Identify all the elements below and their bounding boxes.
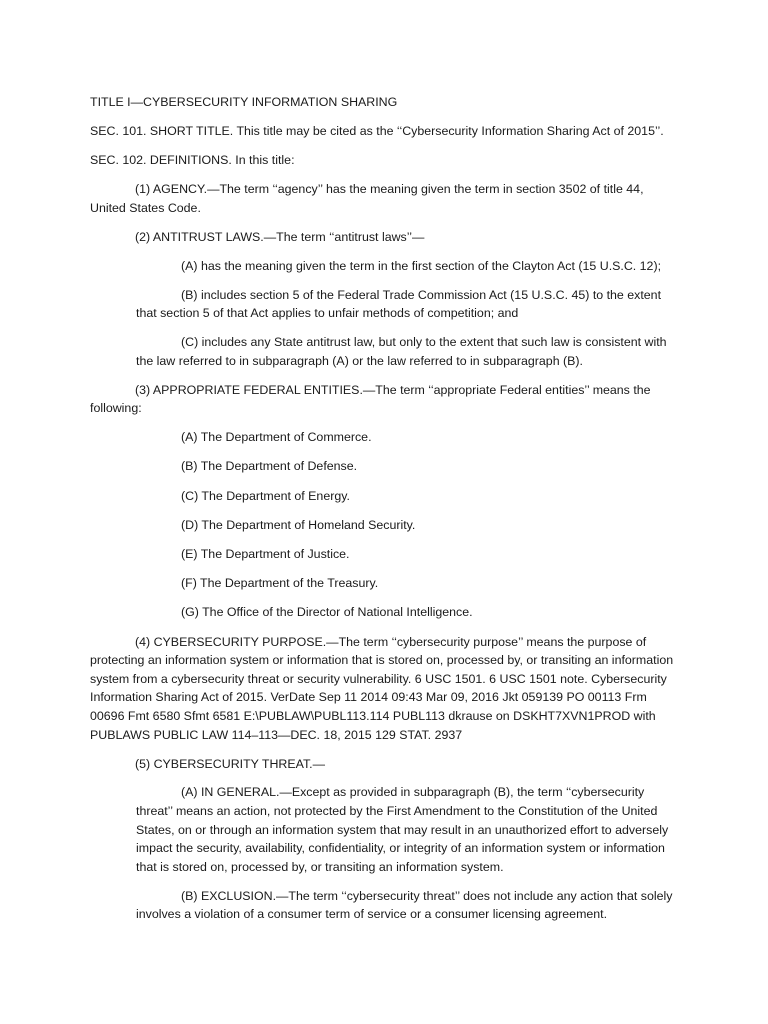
definition-cybersecurity-threat: (5) CYBERSECURITY THREAT.—	[135, 756, 326, 771]
federal-entity-energy: (C) The Department of Energy.	[181, 488, 350, 503]
definition-antitrust-laws-b: (B) includes section 5 of the Federal Trade Commission Act (15 U.S.C. 45) to the extent that section 5 of that Act applies to unfair methods of competition; and	[136, 287, 662, 321]
definition-cybersecurity-threat-exclusion: (B) EXCLUSION.—The term ‘‘cybersecurity threat’’ does not include any action that solely involves a violation of a consumer term of service or a consumer licensing agreement.	[136, 888, 673, 922]
federal-entity-justice: (E) The Department of Justice.	[181, 546, 350, 561]
title-heading: TITLE I—CYBERSECURITY INFORMATION SHARING	[90, 95, 398, 109]
definition-appropriate-federal-entities: (3) APPROPRIATE FEDERAL ENTITIES.—The term ‘‘appropriate Federal entities’’ means the following:	[90, 382, 651, 416]
federal-entity-defense: (B) The Department of Defense.	[181, 459, 358, 474]
definition-cybersecurity-purpose: (4) CYBERSECURITY PURPOSE.—The term ‘‘cybersecurity purpose’’ means the purpose of protecting an information system or information that is stored on, processed by, or transiting an information system from a cybersecurity threat or security vulnerability. 6 USC 1501. 6 USC 1501 note. Cybersecurity Information Sharing Act of 2015. VerDate Sep 11 2014 09:43 Mar 09, 2016 Jkt 059139 PO 00113 Frm 00696 Fmt 6580 Sfmt 6581 E:\PUBLAW\PUBL113.114 PUBL113 dkrause on DSKHT7XVN1PROD with PUBLAWS PUBLIC LAW 114–113—DEC. 18, 2015 129 STAT. 2937	[90, 634, 674, 742]
section-102-definitions: SEC. 102. DEFINITIONS. In this title:	[90, 152, 295, 167]
federal-entity-commerce: (A) The Department of Commerce.	[181, 430, 372, 445]
definition-antitrust-laws: (2) ANTITRUST LAWS.—The term ‘‘antitrust laws’’—	[135, 229, 425, 244]
definition-agency: (1) AGENCY.—The term ‘‘agency’’ has the meaning given the term in section 3502 of title 44, United States Code.	[90, 181, 644, 215]
federal-entity-homeland-security: (D) The Department of Homeland Security.	[181, 517, 416, 532]
definition-antitrust-laws-a: (A) has the meaning given the term in the first section of the Clayton Act (15 U.S.C. 12);	[181, 258, 662, 273]
federal-entity-treasury: (F) The Department of the Treasury.	[181, 576, 379, 591]
definition-cybersecurity-threat-general: (A) IN GENERAL.—Except as provided in subparagraph (B), the term ‘‘cybersecurity threat’’ means an action, not protected by the First Amendment to the Constitution of the United States, on or through an information system that may result in an unauthorized effort to adversely impact the security, availability, confidentiality, or integrity of an information system or information that is stored on, processed by, or transiting an information system.	[136, 785, 669, 874]
document-body	[90, 93, 680, 934]
federal-entity-national-intelligence: (G) The Office of the Director of National Intelligence.	[181, 605, 473, 620]
definition-antitrust-laws-c: (C) includes any State antitrust law, but only to the extent that such law is consistent with the law referred to in subparagraph (A) or the law referred to in subparagraph (B).	[136, 335, 667, 368]
section-101-short-title: SEC. 101. SHORT TITLE. This title may be cited as the ‘‘Cybersecurity Information Sharing Act of 2015’’.	[90, 123, 664, 138]
